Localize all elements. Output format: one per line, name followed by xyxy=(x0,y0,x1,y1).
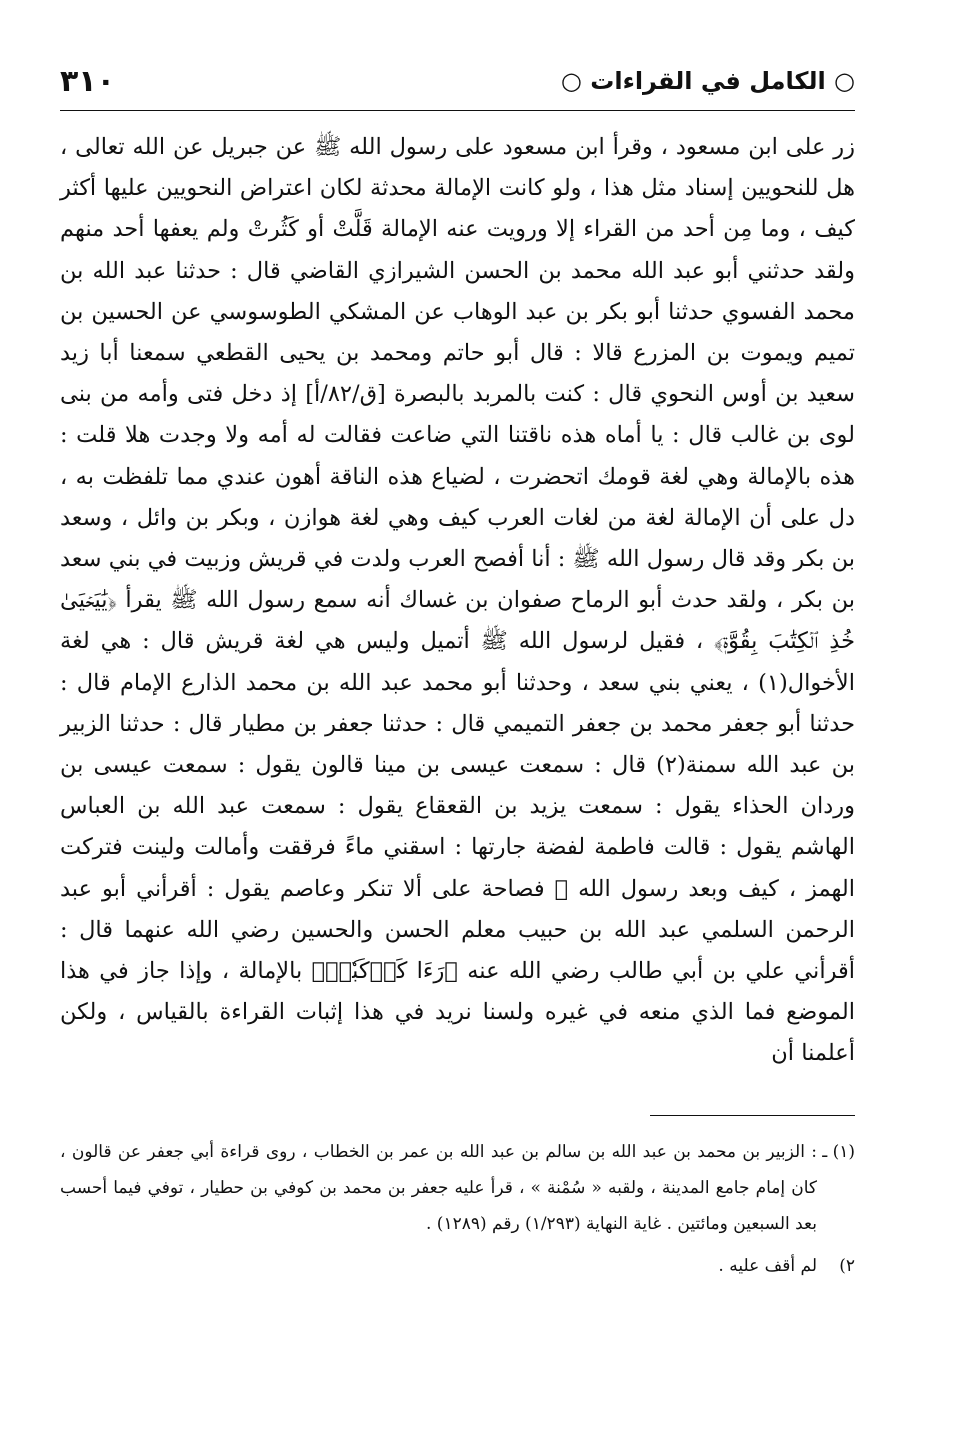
footnote-text: لم أقف عليه . xyxy=(718,1255,817,1276)
running-title: ○ الكامل في القراءات ○ xyxy=(560,67,855,95)
footnote-item xyxy=(60,1134,855,1242)
footnote-marker: ٢) xyxy=(839,1255,855,1276)
footnotes-section xyxy=(60,1134,855,1284)
footnote-marker: (١) ـ xyxy=(822,1141,855,1162)
book-page xyxy=(60,52,855,1290)
footnote-text: : الزبير بن محمد بن عبد الله بن سالم بن عبد الله بن عمر بن الخطاب ، روى قراءة أبي جعفر عن قالون ، كان إمام جامع المدينة ، ولقبه « سُمْنة » ، قرأ عليه جعفر بن محمد بن كوفي بن حطيار ، توفي فيما أحسب بعد السبعين ومائتين . غاية النهاية (١/٢٩٣) رقم (١٢٨٩) . xyxy=(60,1141,817,1234)
page-header xyxy=(60,52,855,111)
footnote-divider xyxy=(650,1115,855,1116)
main-text-block xyxy=(60,127,855,1075)
footnote-item xyxy=(60,1248,855,1284)
page-number: ٣١٠ xyxy=(60,63,115,99)
main-paragraph: زر على ابن مسعود ، وقرأ ابن مسعود على رسول الله ﷺ عن جبريل عن الله تعالى ، هل للنحويين إسناد مثل هذا ، ولو كانت الإمالة محدثة لكان اعتراض النحويين عليها أكثر كيف ، وما مِن أحد من القراء إلا ورويت عنه الإمالة قَلَّتْ أو كَثُرتْ ولم يعفها أحد منهم ولقد حدثني أبو عبد الله محمد بن الحسن الشيرازي القاضي قال : حدثنا عبد الله بن محمد الفسوي حدثنا أبو بكر بن عبد الوهاب عن المشكي الطوسوسي عن الحسين بن تميم ويموت بن المزرع قالا : قال أبو حاتم ومحمد بن يحيى القطعي سمعنا أبا زيد سعيد بن أوس النحوي قال : كنت بالمربد بالبصرة [ق/٨٢/أ] إذ دخل فتى وأمه من بنى لوى بن غالب قال : يا أماه هذه ناقتنا التي ضاعت فقالت له أمه ولا وجدت هلا قلت : هذه بالإمالة وهي لغة قومك اتحضرت ، لضياع هذه الناقة أهون عندي مما تلفظت به ، دل على أن الإمالة لغة من لغات العرب كيف وهي لغة هوازن ، وبكر بن وائل ، وسعد بن بكر وقد قال رسول الله ﷺ : أنا أفصح العرب ولدت في قريش وزبيت في بني سعد بن بكر ، ولقد حدث أبو الرماح صفوان بن غساك أنه سمع رسول الله ﷺ يقرأ ﴿يَٰيَحۡيَىٰ خُذِ ٱلۡكِتَٰبَ بِقُوَّةٖ﴾ ، فقيل لرسول الله ﷺ أتميل وليس هي لغة قريش قال : هي لغة الأخوال(١) ، يعني بني سعد ، وحدثنا أبو محمد عبد الله بن محمد الذارع الإمام قال : حدثنا أبو جعفر محمد بن جعفر التميمي قال : حدثنا جعفر بن مطيار قال : حدثنا الزبير بن عبد الله سمنة(٢) قال : سمعت عيسى بن مينا قالون يقول : سمعت عيسى بن وردان الحذاء يقول : سمعت يزيد بن القعقاع يقول : سمعت عبد الله بن العباس الهاشم يقول : قالت فاطمة لفضة جارتها : اسقني ماءً فرققت وأمالت ولينت فتركت الهمز ، كيف وبعد رسول الله ﷺ فصاحة على ألا تنكر وعاصم يقول : أقرأني أبو عبد الرحمن السلمي عبد الله بن حبيب معلم الحسن والحسين رضي الله عنهما قال : أقرأني علي بن أبي طالب رضي الله عنه ﴿رَءَا كَوۡكَبٗاۖ﴾ بالإمالة ، وإذا جاز في هذا الموضع فما الذي منعه في غيره ولسنا نريد في هذا إثبات القراءة بالقياس ، ولكن أعلمنا أن xyxy=(60,134,856,1067)
